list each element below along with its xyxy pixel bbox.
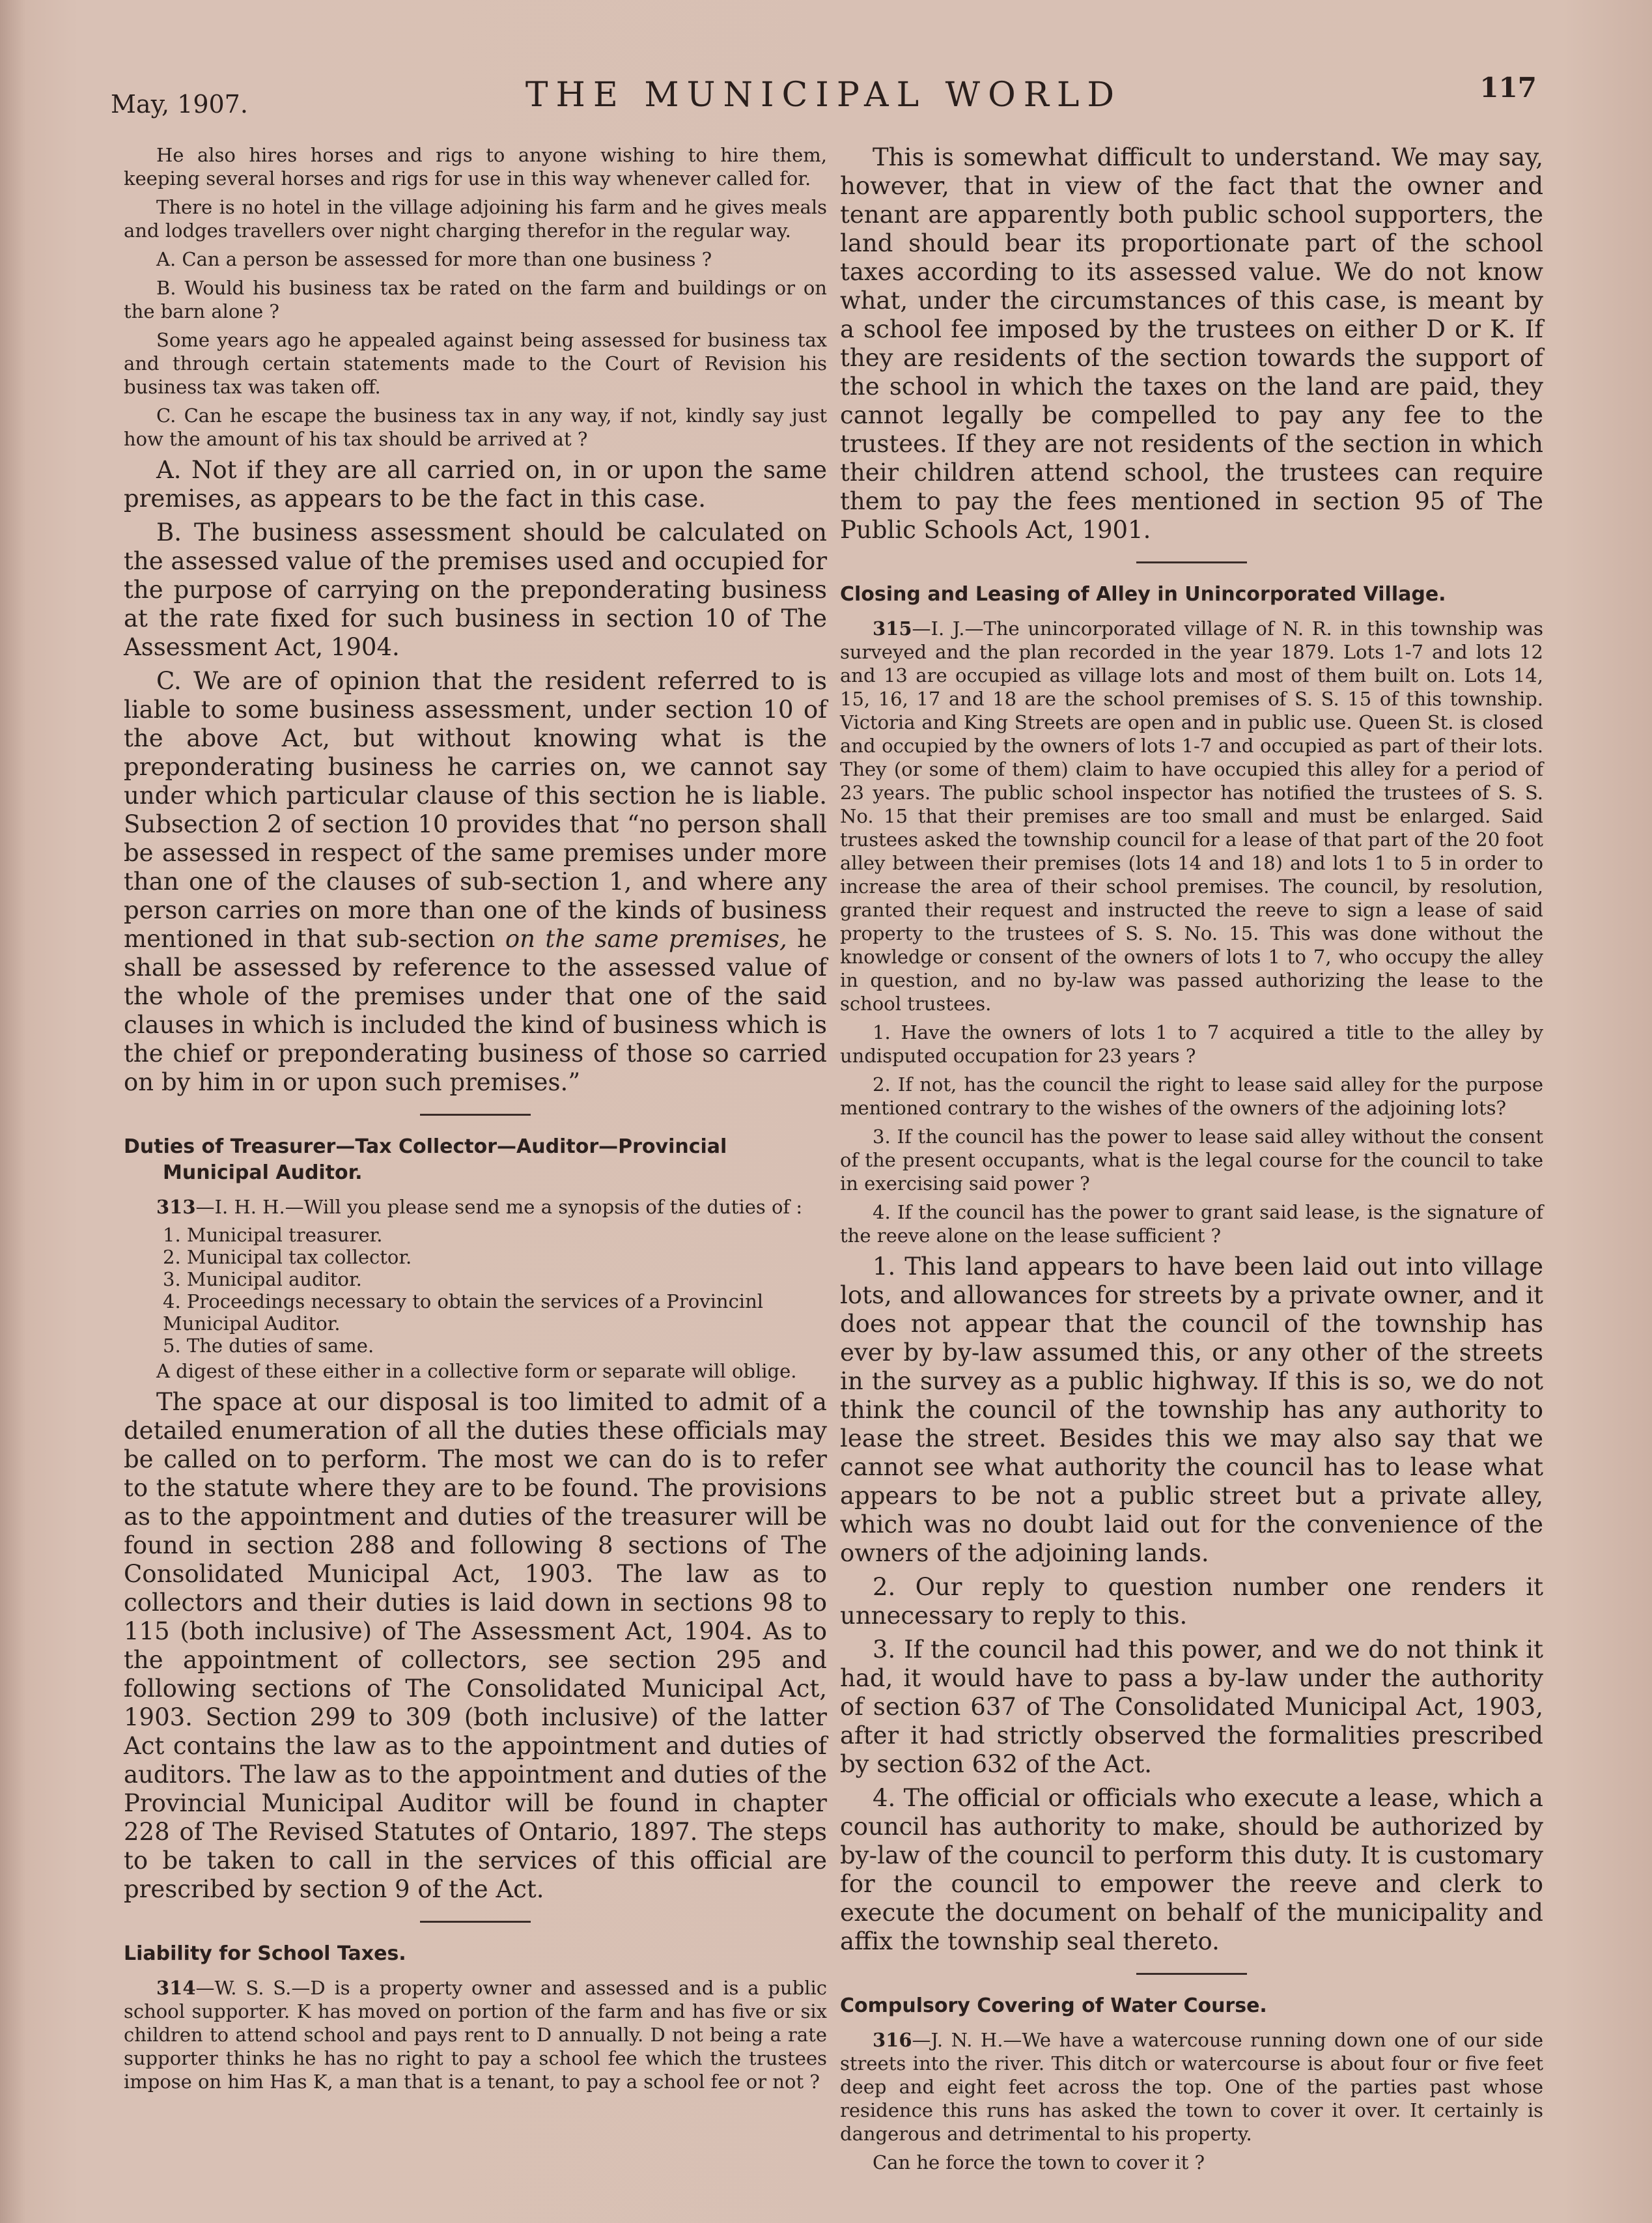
question-paragraph: Can he force the town to cover it ?	[873, 2151, 1205, 2173]
question-313	[124, 1195, 827, 1219]
question-paragraph: A digest of these either in a collective form or separate will oblige.	[156, 1360, 797, 1382]
list-item: 3. Municipal auditor.	[163, 1268, 362, 1290]
question-paragraph: A. Can a person be assessed for more than one business ?	[156, 248, 712, 270]
list-item: 4. Proceedings necessary to obtain the services of a Provincinl Municipal Auditor.	[163, 1290, 764, 1335]
answer-paragraph: 2. Our reply to question number one renders it unnecessary to reply to this.	[840, 1573, 1543, 1630]
answer-paragraph: 4. The official or officials who execute a lease, which a council has authority to make, should be authorized by by-law of the council to perform this duty. It is customary for the council to empower the reeve and clerk to execute the document on behalf of the municipality and affix the township seal thereto.	[840, 1784, 1543, 1955]
section-divider	[1136, 1973, 1247, 1975]
question-number: 314	[156, 1977, 196, 1999]
question-text: —J. N. H.—We have a watercouse running down one of our side streets into the river. This ditch or watercourse is about four or five feet deep and eight feet across the top. One of the parties past whose residence this runs has asked the town to cover it over. It certainly is dangerous and detrimental to his property.	[840, 2029, 1543, 2145]
question-314	[124, 1976, 827, 2093]
left-column	[124, 143, 827, 2099]
answer-paragraph: B. The business assessment should be calculated on the assessed value of the premises used and occupied for the purpose of carrying on the preponderating business at the rate fixed for such business in section 10 of The Assessment Act, 1904.	[124, 518, 827, 661]
page-header	[111, 70, 1537, 119]
list-item: 2. Municipal tax collector.	[163, 1246, 412, 1268]
answer-text: he shall be assessed by reference to the assessed value of the whole of the premises under that one of the said clauses in which is included the kind of business which is the chief or preponderating business of those so carried on by him in or upon such premises.”	[124, 925, 827, 1096]
section-heading-315: Closing and Leasing of Alley in Unincorporated Village.	[840, 583, 1446, 606]
answer-paragraph: 3. If the council had this power, and we do not think it had, it would have to pass a by-law under the authority of section 637 of The Consolidated Municipal Act, 1903, after it had strictly observed the formalities prescribed by section 632 of the Act.	[840, 1635, 1543, 1778]
section-heading-314: Liability for School Taxes.	[124, 1942, 406, 1965]
list-item: 5. The duties of same.	[163, 1335, 374, 1357]
issue-date: May, 1907.	[111, 90, 248, 119]
section-divider	[420, 1921, 531, 1923]
answer-emphasis: on the same premises,	[505, 925, 787, 953]
answer-313: The space at our disposal is too limited to admit of a detailed enumeration of all the duties these officials may be called on to perform. The most we can do is to refer to the statute where they are to be found. The provisions as to the appointment and duties of the treasurer will be found in section 288 and following 8 sections of The Consolidated Municipal Act, 1903. The law as to collectors and their duties is laid down in sections 98 to 115 (both inclusive) of The Assessment Act, 1904. As to the appointment of collectors, see section 295 and following sections of The Consolidated Municipal Act, 1903. Section 299 to 309 (both inclusive) of the latter Act contains the law as to the appointment and duties of auditors. The law as to the appointment and duties of the Provincial Municipal Auditor will be found in chapter 228 of The Revised Statutes of Ontario, 1897. The steps to be taken to call in the services of this official are prescribed by section 9 of the Act.	[124, 1388, 827, 1903]
question-paragraph: C. Can he escape the business tax in any way, if not, kindly say just how the amount of his tax should be arrived at ?	[124, 404, 827, 450]
question-paragraph: He also hires horses and rigs to anyone wishing to hire them, keeping several horses and rigs for use in this way whenever called for.	[124, 144, 827, 190]
answer-314: This is somewhat difficult to understand. We may say, however, that in view of the fact that the owner and tenant are apparently both public school supporters, the land should bear its proportionate part of the school taxes according to its assessed value. We do not know what, under the circumstances of this case, is meant by a school fee imposed by the trustees on either D or K. If they are residents of the section towards the support of the school in which the taxes on the land are paid, they cannot legally be compelled to pay any fee to the trustees. If they are not residents of the section in which their children attend school, the trustees can require them to pay the fees mentioned in section 95 of The Public Schools Act, 1901.	[840, 143, 1543, 544]
section-divider	[420, 1114, 531, 1116]
question-316	[840, 2028, 1543, 2145]
question-number: 313	[156, 1196, 196, 1218]
page-number: 117	[1479, 72, 1537, 104]
answer-paragraph: 1. This land appears to have been laid out into village lots, and allowances for streets by a private owner, and it does not appear that the council of the township has ever by by-law assumed this, or any other of the streets in the survey as a public highway. If this is so, we do not think the council of the township has any authority to lease the street. Besides this we may also say that we cannot see what authority the council has to lease what appears to be not a public street but a private alley, which was no doubt laid out for the convenience of the owners of the adjoining lands.	[840, 1253, 1543, 1567]
right-column	[840, 143, 1543, 2179]
section-heading-313: Duties of Treasurer—Tax Collector—Auditor—Provincial Municipal Auditor.	[124, 1135, 727, 1184]
question-number: 315	[873, 617, 912, 640]
question-paragraph: B. Would his business tax be rated on the farm and buildings or on the barn alone ?	[124, 277, 827, 322]
section-divider	[1136, 561, 1247, 563]
answer-paragraph	[124, 667, 827, 1097]
list-item: 1. Municipal treasurer.	[163, 1224, 383, 1246]
question-paragraph: 2. If not, has the council the right to lease said alley for the purpose mentioned contrary to the wishes of the owners of the adjoining lots?	[840, 1073, 1543, 1119]
answer-text: C. We are of opinion that the resident referred to is liable to some business assessment, under section 10 of the above Act, but without knowing what is the preponderating business he carries on, we cannot say under which particular clause of this section he is liable. Subsection 2 of section 10 provides that “no person shall be assessed in respect of the same premises under more than one of the clauses of sub-section 1, and where any person carries on more than one of the kinds of business mentioned in that sub-section	[124, 667, 827, 953]
question-text: —I. J.—The unincorporated village of N. R. in this township was surveyed and the plan recorded in the year 1879. Lots 1-7 and lots 12 and 13 are occupied as village lots and most of them built on. Lots 14, 15, 16, 17 and 18 are the school premises of S. S. 15 of this township. Victoria and King Streets are open and in public use. Queen St. is closed and occupied by the owners of lots 1-7 and occupied as part of their lots. They (or some of them) claim to have occupied this alley for a period of 23 years. The public school inspector has notified the trustees of S. S. No. 15 that their premises are too small and must be enlarged. Said trustees asked the township council for a lease of that part of the 20 foot alley between their premises (lots 14 and 18) and lots 1 to 5 in order to increase the area of their school premises. The council, by resolution, granted their request and instructed the reeve to sign a lease of said property to the trustees of S. S. No. 15. This was done without the knowledge or consent of the owners of lots 1 to 7, who occupy the alley in question, and no by-law was passed authorizing the lease to the school trustees.	[840, 617, 1543, 1015]
question-number: 316	[873, 2029, 912, 2051]
question-paragraph: 4. If the council has the power to grant said lease, is the signature of the reeve alone on the lease sufficient ?	[840, 1201, 1543, 1247]
question-text: —I. H. H.—Will you please send me a synopsis of the duties of :	[195, 1196, 803, 1218]
answer-paragraph: A. Not if they are all carried on, in or upon the same premises, as appears to be the fact in this case.	[124, 456, 827, 513]
duties-list	[163, 1224, 827, 1357]
question-text: —W. S. S.—D is a property owner and assessed and is a public school supporter. K has moved on portion of the farm and has five or six children to attend school and pays rent to D annually. D not being a rate supporter thinks he has no right to pay a school fee which the trustees impose on him Has K, a man that is a tenant, to pay a school fee or not ?	[124, 1977, 827, 2093]
question-315	[840, 617, 1543, 1015]
masthead-title: THE MUNICIPAL WORLD	[525, 76, 1123, 115]
question-paragraph: Some years ago he appealed against being assessed for business tax and through certain statements made to the Court of Revision his business tax was taken off.	[124, 329, 827, 398]
question-paragraph: 3. If the council has the power to lease said alley without the consent of the present occupants, what is the legal course for the council to take in exercising said power ?	[840, 1126, 1543, 1195]
section-heading-316: Compulsory Covering of Water Course.	[840, 1994, 1267, 2017]
question-paragraph: 1. Have the owners of lots 1 to 7 acquired a title to the alley by undisputed occupation for 23 years ?	[840, 1021, 1543, 1067]
question-paragraph: There is no hotel in the village adjoining his farm and he gives meals and lodges travellers over night charging therefor in the regular way.	[124, 196, 827, 242]
